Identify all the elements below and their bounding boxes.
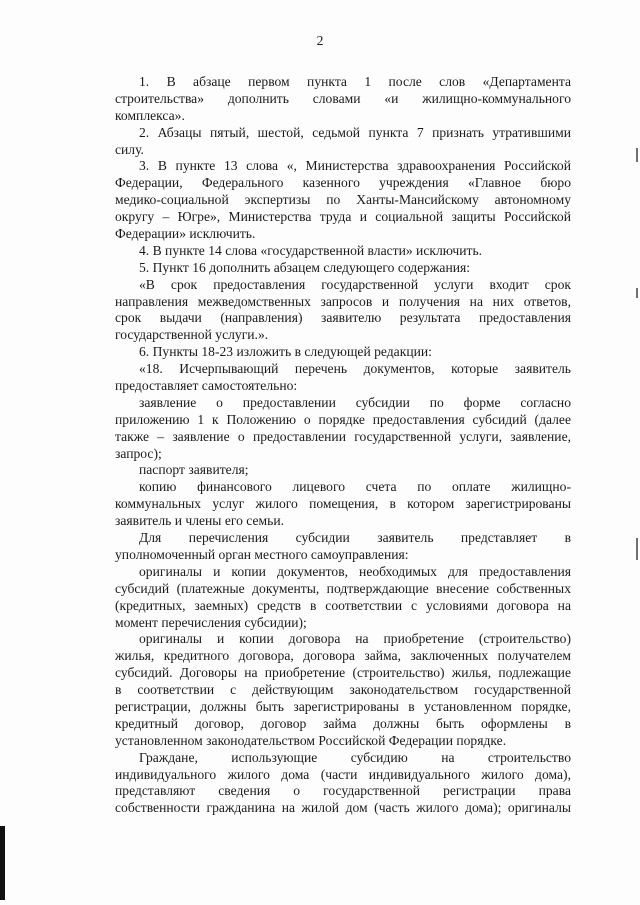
text-line: 1. В абзаце первом пункта 1 после слов «Департамента bbox=[139, 74, 571, 89]
text-line: установленном законодательством Российской Федерации порядке. bbox=[115, 732, 507, 748]
text-line: Федерации» исключить. bbox=[115, 226, 256, 242]
text-line: строительства» дополнить словами «и жилищно-коммунального bbox=[115, 90, 571, 106]
text-line: момент перечисления субсидии); bbox=[115, 614, 307, 630]
text-line: уполномоченный орган местного самоуправления: bbox=[115, 546, 409, 562]
text-line: Граждане, использующие субсидию на строительство bbox=[139, 749, 571, 765]
scan-artifact bbox=[636, 538, 638, 560]
text-line: направления межведомственных запросов и получения на них ответов, bbox=[115, 293, 571, 309]
text-line: субсидий. Договоры на приобретение (строительство) жилья, подлежащие bbox=[115, 665, 571, 681]
text-line: округу – Югре», Министерства труда и социальной защиты Российской bbox=[115, 209, 571, 225]
text-line: заявление о предоставлении субсидии по форме согласно bbox=[139, 394, 571, 410]
text-line: «В срок предоставления государственной услуги входит срок bbox=[139, 276, 571, 292]
text-line: 2. Абзацы пятый, шестой, седьмой пункта 7 признать утратившими bbox=[139, 124, 571, 140]
text-line: приложению 1 к Положению о порядке предоставления субсидий (далее bbox=[115, 411, 571, 427]
text-line: комплекса». bbox=[115, 107, 185, 123]
text-line: регистрации, должны быть зарегистрированы в установленном порядке, bbox=[115, 698, 571, 714]
text-line: силу. bbox=[115, 141, 144, 157]
text-line: 6. Пункты 18-23 изложить в следующей редакции: bbox=[139, 344, 432, 360]
text-line: 3. В пункте 13 слова «, Министерства здравоохранения Российской bbox=[139, 158, 571, 174]
document-body bbox=[115, 74, 571, 817]
text-line: медико-социальной экспертизы по Ханты-Мансийскому автономному bbox=[115, 192, 571, 208]
text-line: оригиналы и копии документов, необходимых для предоставления bbox=[139, 563, 571, 579]
scan-artifact bbox=[636, 288, 638, 298]
scan-artifact bbox=[636, 148, 638, 162]
text-line: представляют сведения о государственной регистрации права bbox=[115, 783, 571, 799]
scan-edge-mark bbox=[0, 826, 5, 900]
text-line: субсидий (платежные документы, подтверждающие внесение собственных bbox=[115, 580, 571, 596]
text-line: также – заявление о предоставлении государственной услуги, заявление, bbox=[115, 428, 571, 444]
text-line: копию финансового лицевого счета по оплате жилищно- bbox=[139, 479, 571, 495]
text-line: государственной услуги.». bbox=[115, 327, 269, 343]
text-line: заявитель и члены его семьи. bbox=[115, 513, 285, 529]
text-line: кредитный договор, договор займа должны быть оформлены в bbox=[115, 715, 571, 731]
page-number: 2 bbox=[316, 33, 324, 48]
text-line: 5. Пункт 16 дополнить абзацем следующего содержания: bbox=[139, 259, 471, 275]
text-line: (кредитных, заемных) средств в соответствии с условиями договора на bbox=[115, 597, 571, 613]
text-line: паспорт заявителя; bbox=[139, 462, 249, 478]
text-line: индивидуального жилого дома (части индивидуального жилого дома), bbox=[115, 766, 571, 782]
text-line: «18. Исчерпывающий перечень документов, которые заявитель bbox=[139, 361, 571, 377]
text-line: в соответствии с действующим законодательством государственной bbox=[115, 682, 571, 698]
text-line: жилья, кредитного договора, договора займа, заключенных получателем bbox=[115, 648, 571, 664]
text-line: Федерации, Федерального казенного учреждения «Главное бюро bbox=[115, 175, 571, 191]
text-line: запрос); bbox=[115, 445, 162, 461]
text-line: коммунальных услуг жилого помещения, в котором зарегистрированы bbox=[115, 496, 571, 512]
text-line: Для перечисления субсидии заявитель представляет в bbox=[139, 530, 571, 546]
text-line: предоставляет самостоятельно: bbox=[115, 378, 298, 394]
text-line: оригиналы и копии договора на приобретение (строительство) bbox=[139, 631, 571, 647]
text-line: 4. В пункте 14 слова «государственной власти» исключить. bbox=[139, 242, 483, 258]
text-line: срок выдачи (направления) заявителю результата предоставления bbox=[115, 310, 571, 326]
text-line: собственности гражданина на жилой дом (часть жилого дома); оригиналы bbox=[115, 800, 571, 816]
